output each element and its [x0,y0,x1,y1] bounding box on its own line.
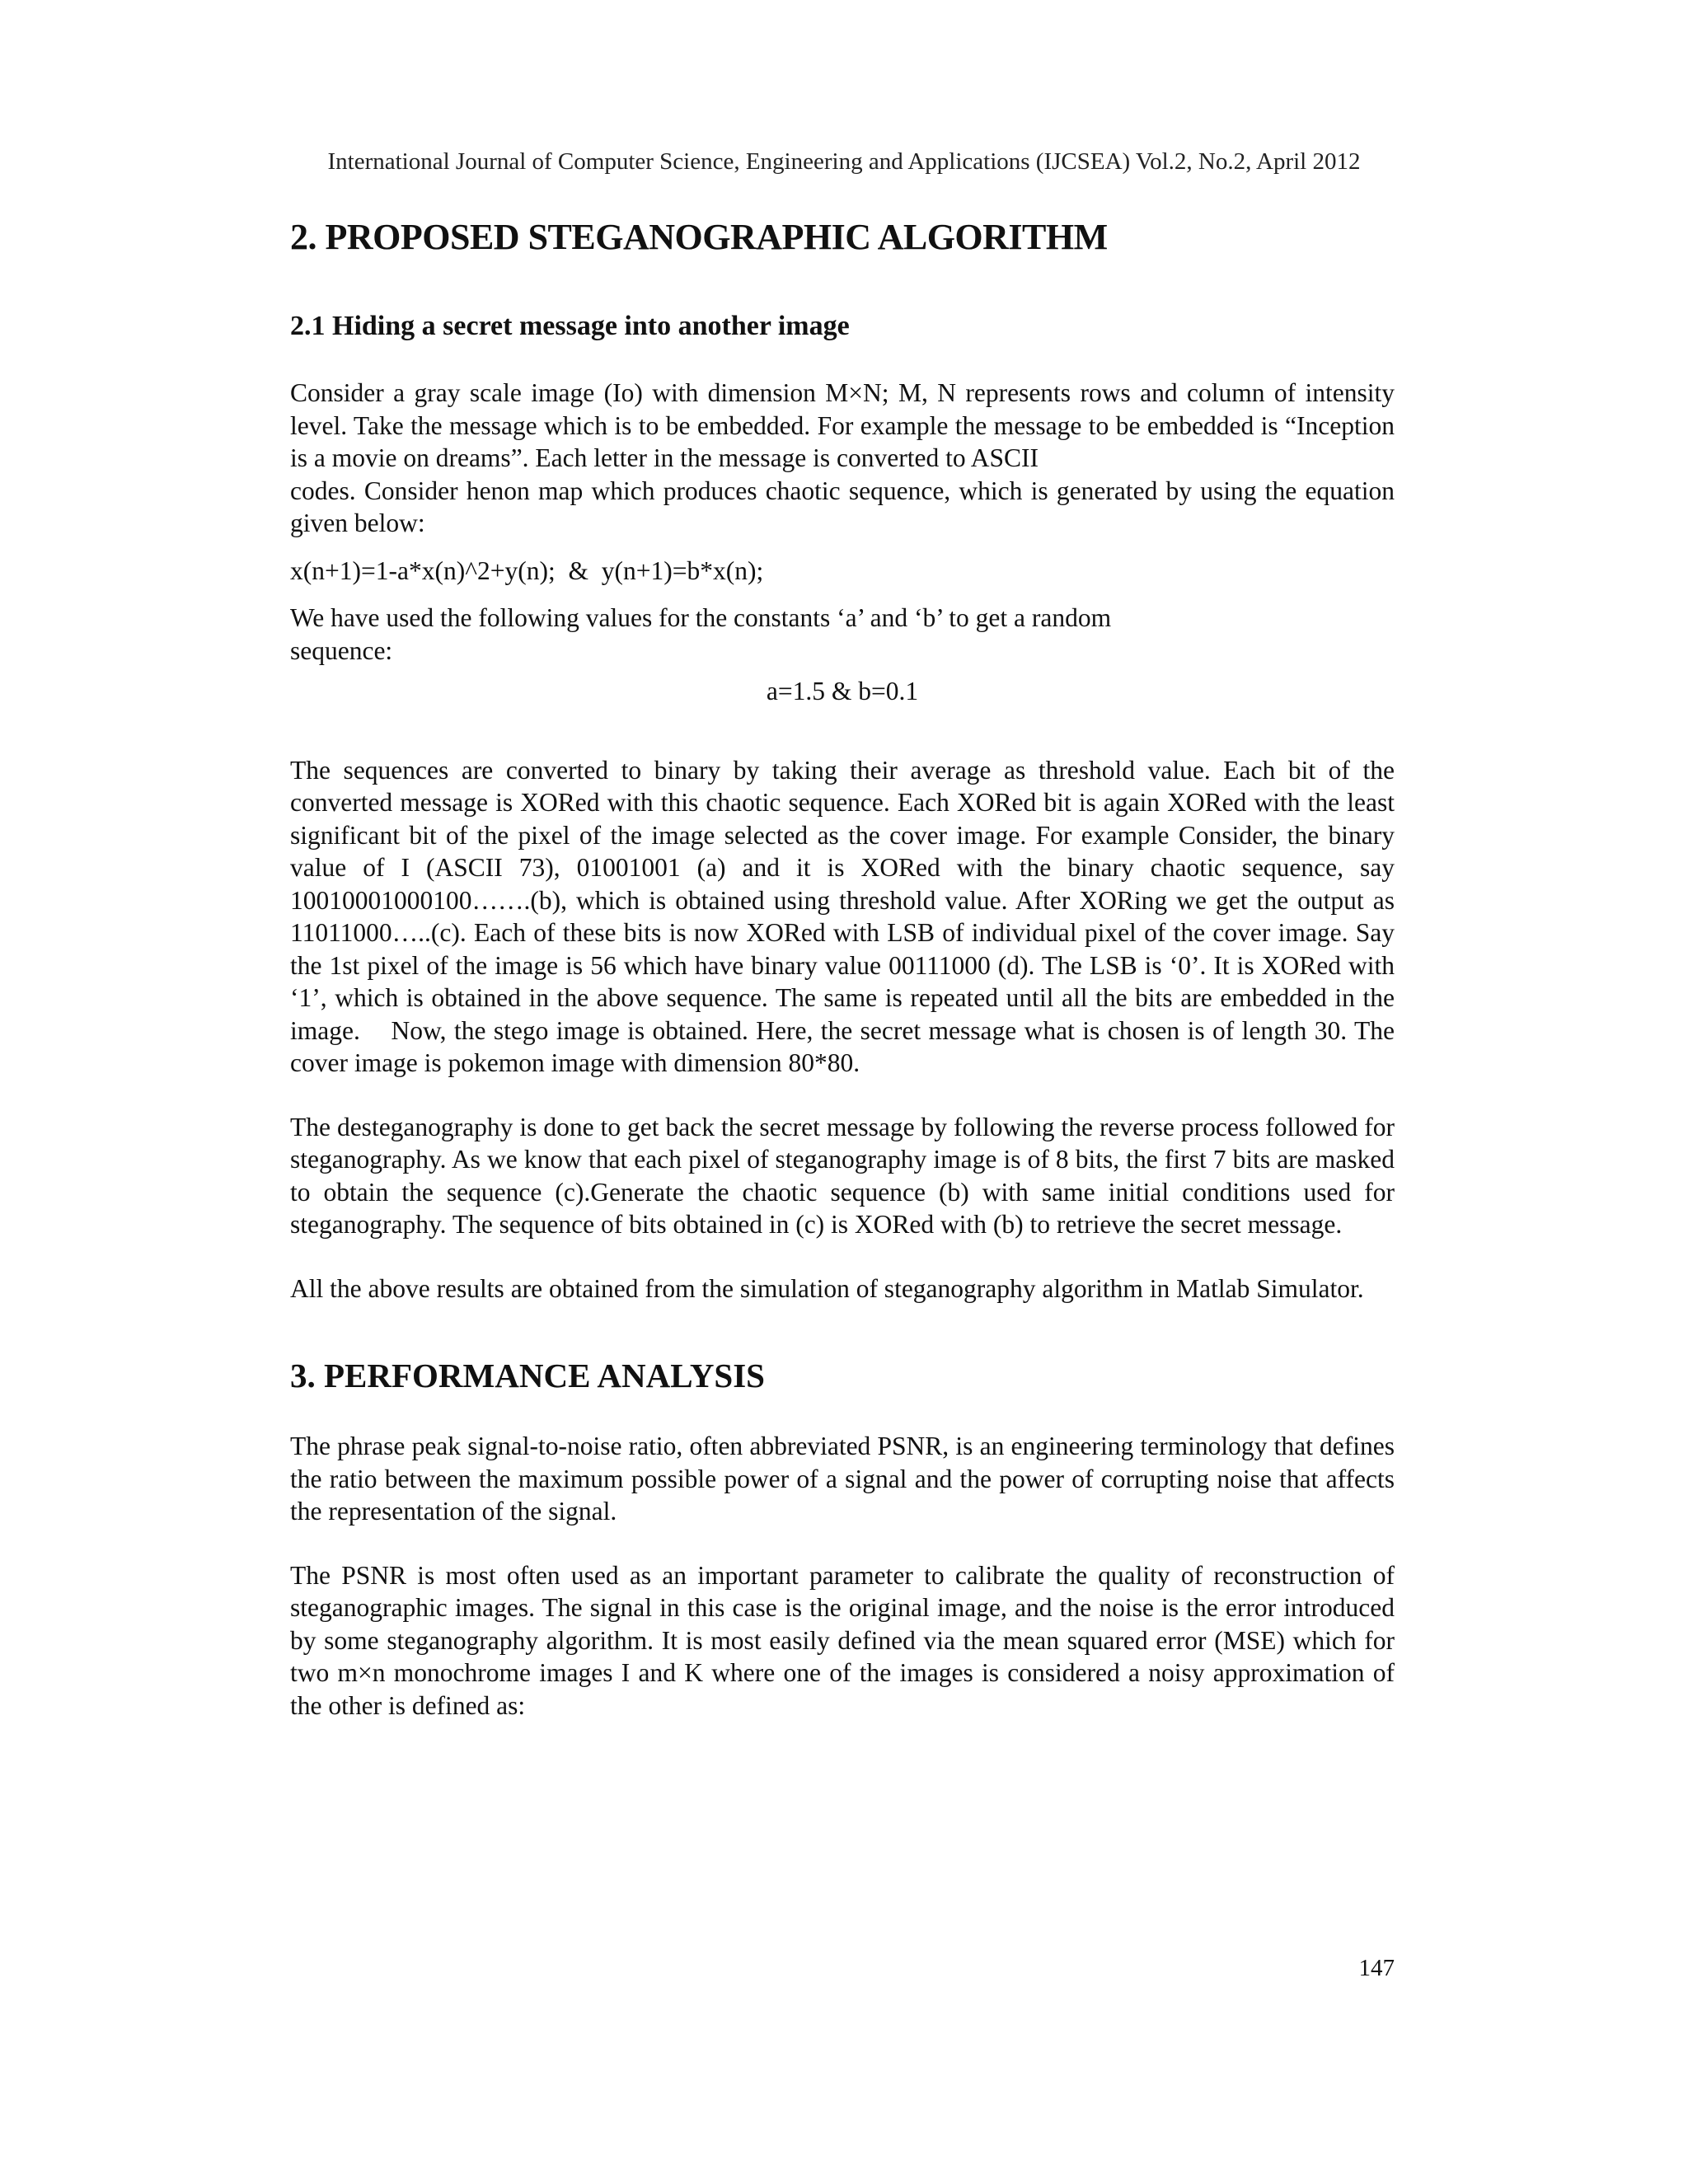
spacer [290,540,1395,555]
spacer [290,1528,1395,1559]
spacer [290,708,1395,754]
paragraph-desteganography: The desteganography is done to get back the secret message by following the reverse process followed for steganography. As we know that each pixel of steganography image is of 8 bits, the first 7 bits are masked to obtain the sequence (c).Generate the chaotic sequence (b) with same initial conditions used for steganography. The sequence of bits obtained in (c) is XORed with (b) to retrieve the secret message. [290,1112,1395,1239]
subsection-2-1-heading: 2.1 Hiding a secret message into another image [290,311,850,341]
henon-equation: x(n+1)=1-a*x(n)^2+y(n); & y(n+1)=b*x(n); [290,555,764,585]
spacer [290,587,1395,602]
constants-formula: a=1.5 & b=0.1 [766,677,919,705]
spacer [290,1241,1395,1272]
paragraph-constants-intro: We have used the following values for the constants ‘a’ and ‘b’ to get a random [290,603,1112,632]
paragraph-psnr-mse: The PSNR is most often used as an important parameter to calibrate the quality of reconstruction of steganographic images. The signal in this case is the original image, and the noise is the error introduced by some steganography algorithm. It is most easily defined via the mean squared error (MSE) which for two m×n monochrome images I and K where one of the images is considered a noisy approximation of the other is defined as: [290,1560,1395,1720]
paragraph-constants-intro-continued: sequence: [290,635,393,665]
page-number: 147 [1358,1955,1395,1981]
paragraph-simulation-note: All the above results are obtained from the simulation of steganography algorithm in Matlab Simulator. [290,1273,1364,1303]
page-content [290,216,1401,1722]
paragraph-psnr-definition: The phrase peak signal-to-noise ratio, often abbreviated PSNR, is an engineering terminology that defines the ratio between the maximum possible power of a signal and the power of corrupting noise that affects the representation of the signal. [290,1432,1395,1526]
spacer [290,1080,1395,1111]
running-header: International Journal of Computer Science, Engineering and Applications (IJCSEA) Vol.2, No.2, April 2012 [327,148,1361,175]
paragraph-intro-continued: codes. Consider henon map which produces chaotic sequence, which is generated by using the equation given below: [290,476,1395,537]
paragraph-embedding-process: The sequences are converted to binary by taking their average as threshold value. Each bit of the converted message is XORed with this chaotic sequence. Each XORed bit is again XORed with the least significant bit of the pixel of the image selected as the cover image. For example Consider, the binary value of I (ASCII 73), 01001001 (a) and it is XORed with the binary chaotic sequence, say 10010001000100…….(b), which is obtained using threshold value. After XORing we get the output as 11011000…..(c). Each of these bits is now XORed with LSB of individual pixel of the cover image. Say the 1st pixel of the image is 56 which have binary value 00111000 (d). The LSB is ‘0’. It is XORed with ‘1’, which is obtained in the above sequence. The same is repeated until all the bits are embedded in the image. Now, the stego image is obtained. Here, the secret message what is chosen is of length 30. The cover image is pokemon image with dimension 80*80. [290,755,1401,1077]
section-2-heading: 2. PROPOSED STEGANOGRAPHIC ALGORITHM [290,217,1108,257]
section-3-heading: 3. PERFORMANCE ANALYSIS [290,1357,765,1394]
paragraph-intro: Consider a gray scale image (Io) with dimension M×N; M, N represents rows and column of intensity level. Take the message which is to be embedded. For example the message to be embedded is “Inception is a movie on dreams”. Each letter in the message is converted to ASCII [290,378,1395,472]
